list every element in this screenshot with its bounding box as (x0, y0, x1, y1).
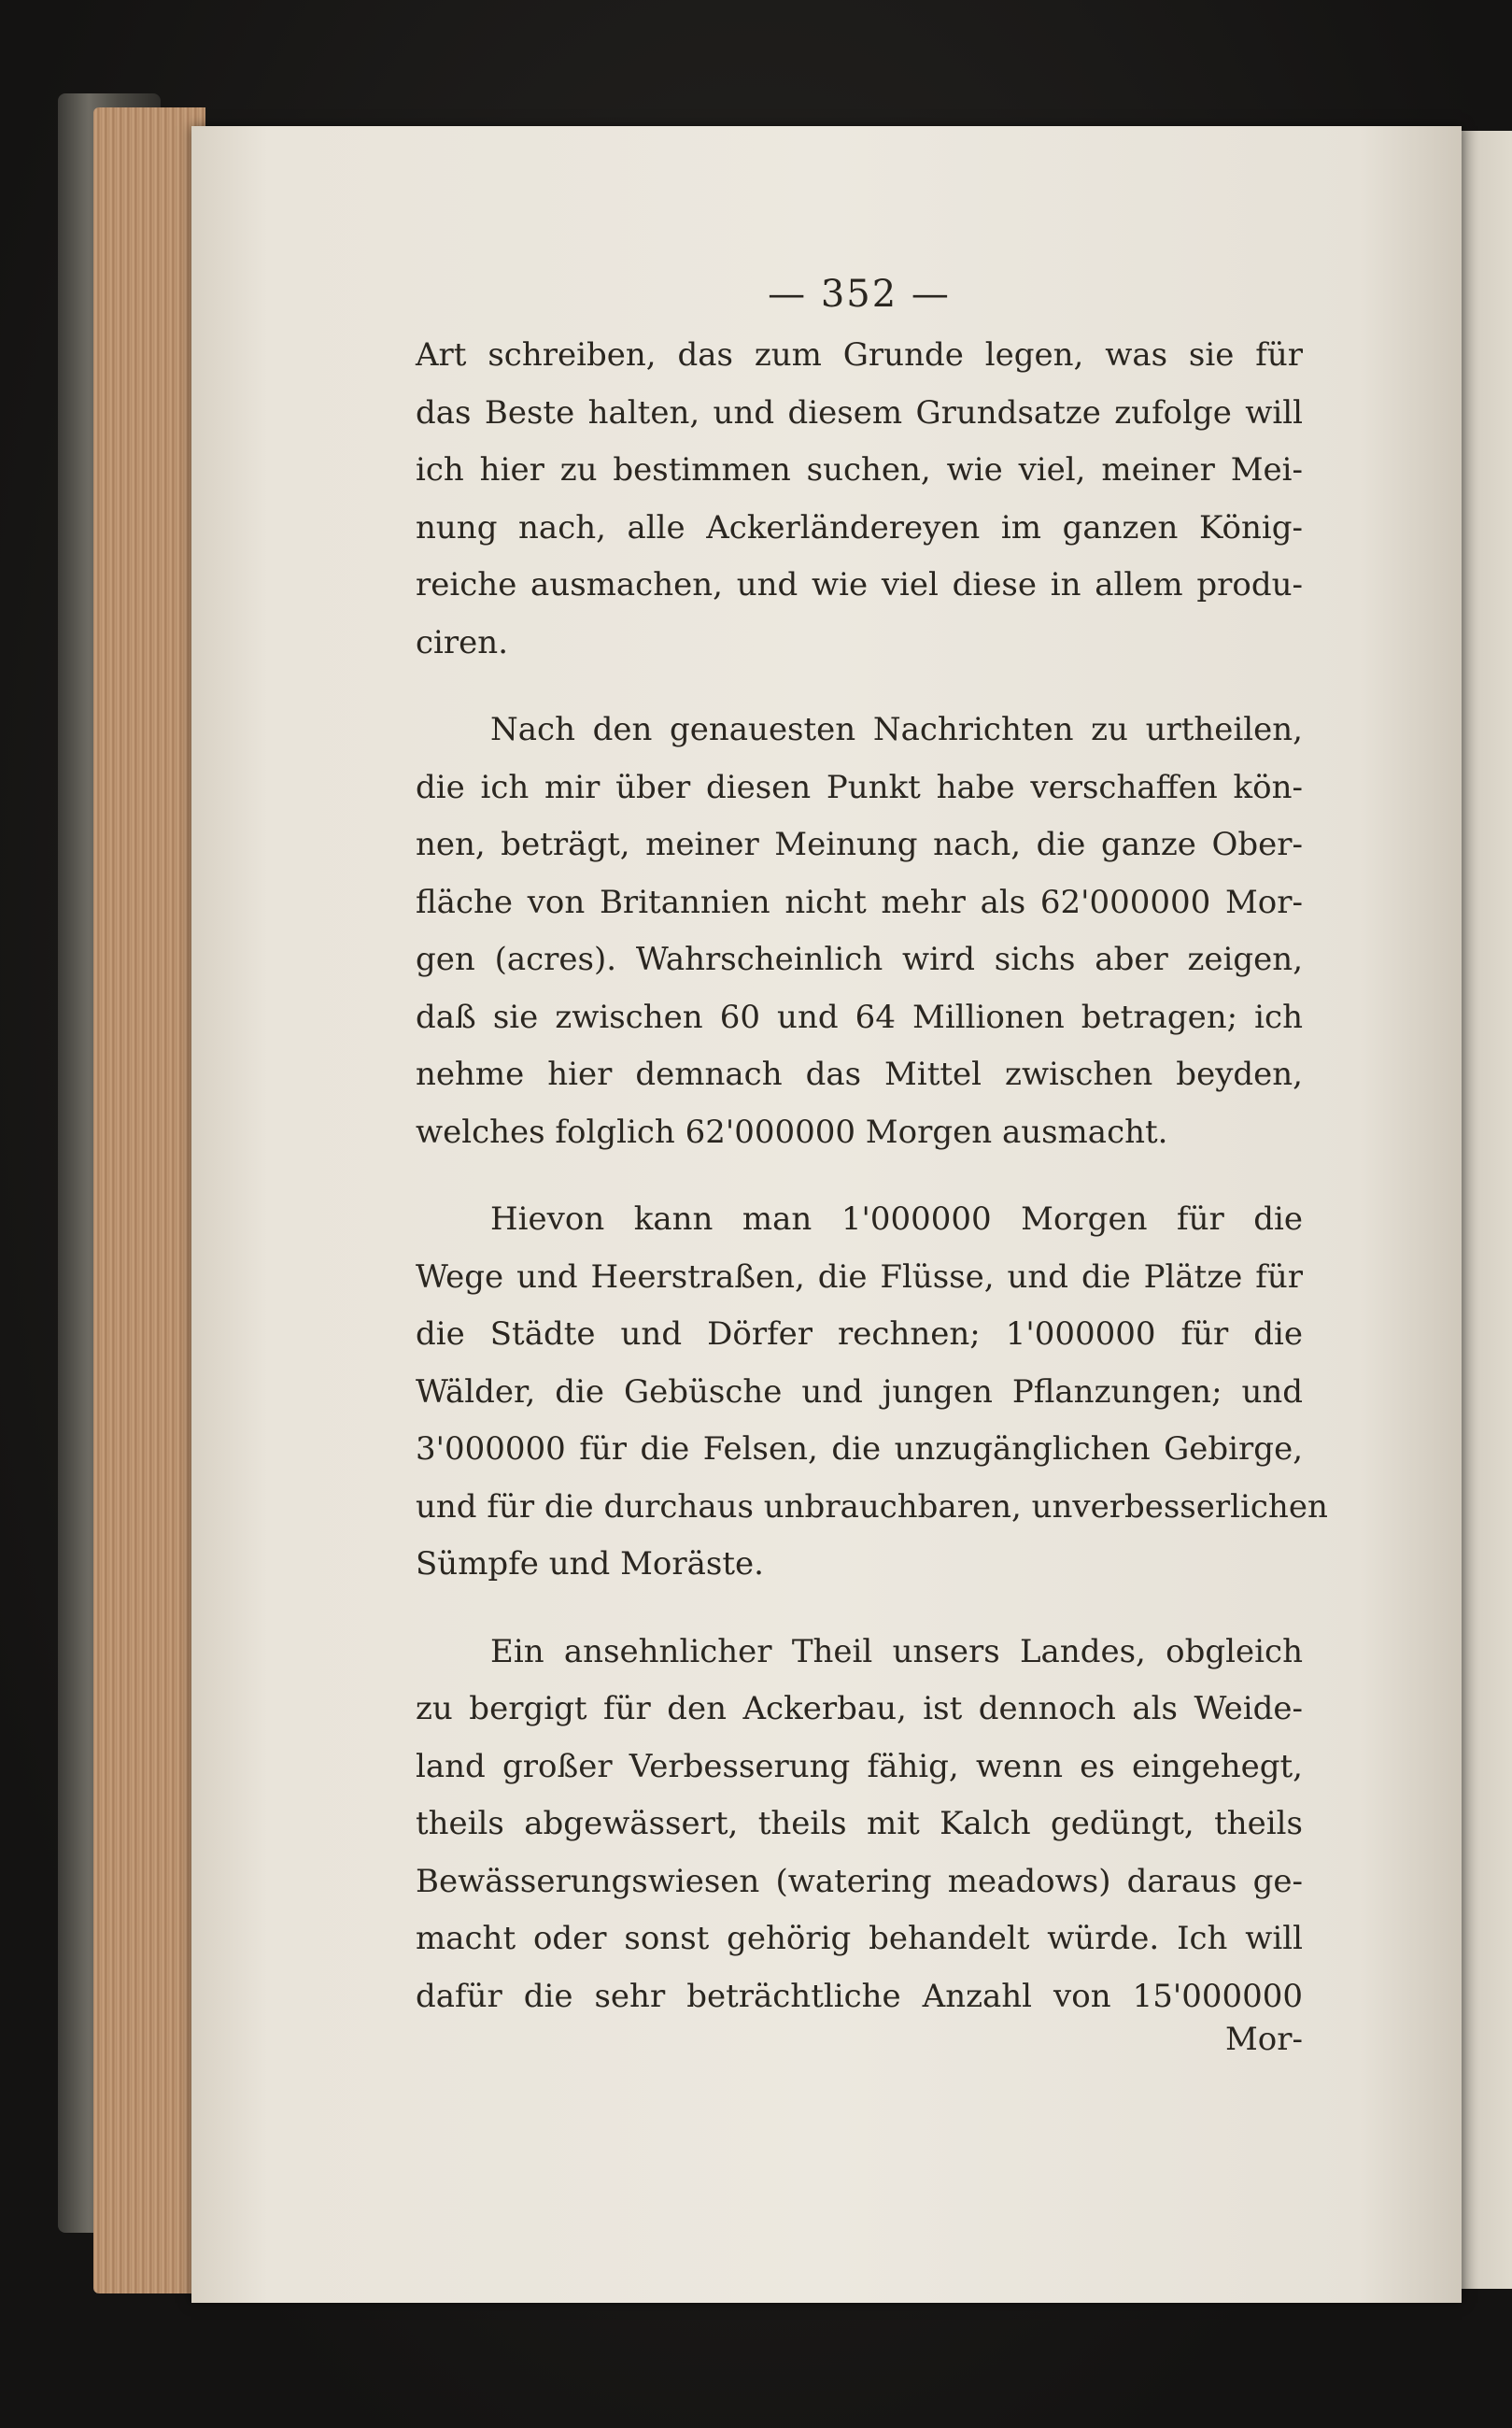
text-line: die Städte und Dörfer rechnen; 1'000000 für die (416, 1315, 1303, 1353)
text-line: dafür die sehr beträchtliche Anzahl von 15'000000 (416, 1977, 1303, 2015)
text-line: zu bergigt für den Ackerbau, ist dennoch als Weide- (416, 1690, 1303, 1727)
text-line: Wälder, die Gebüsche und jungen Pflanzungen; und (416, 1372, 1303, 1411)
text-line: fläche von Britannien nicht mehr als 62'000000 Mor- (416, 883, 1303, 921)
text-line: Ein ansehnlicher Theil unsers Landes, obgleich (490, 1632, 1303, 1670)
page-text (416, 262, 1328, 2063)
text-line: die ich mir über diesen Punkt habe verschaffen kön- (416, 768, 1303, 806)
paragraph-1 (416, 327, 1303, 672)
page-number: — 352 — (768, 273, 951, 316)
text-line: das Beste halten, und diesem Grundsatze zufolge will (416, 393, 1303, 432)
text-line: reiche ausmachen, und wie viel diese in allem produ- (416, 566, 1303, 603)
text-line: gen (acres). Wahrscheinlich wird sichs aber zeigen, (416, 941, 1303, 978)
text-line: Hievon kann man 1'000000 Morgen für die (490, 1200, 1303, 1238)
paragraph-gap (416, 1594, 1303, 1624)
text-line: land großer Verbesserung fähig, wenn es eingehegt, (416, 1747, 1303, 1785)
text-line: theils abgewässert, theils mit Kalch gedüngt, theils (416, 1805, 1303, 1842)
text-line: Nach den genauesten Nachrichten zu urtheilen, (490, 711, 1303, 748)
paragraph-gap (416, 1161, 1303, 1191)
text-line: und für die durchaus unbrauchbaren, unverbesserlichen (416, 1487, 1328, 1526)
paragraph-2 (416, 702, 1303, 1161)
text-line: ciren. (416, 623, 508, 661)
text-line: daß sie zwischen 60 und 64 Millionen betragen; ich (416, 998, 1303, 1036)
text-line: Sümpfe und Moräste. (416, 1545, 764, 1583)
paragraph-3 (416, 1191, 1328, 1594)
text-line: macht oder sonst gehörig behandelt würde. Ich will (416, 1920, 1303, 1957)
page-block-edge (93, 107, 205, 2293)
catchword: Mor- (1224, 2021, 1303, 2058)
text-line: nung nach, alle Ackerländereyen im ganzen König- (416, 508, 1303, 547)
text-line: Art schreiben, das zum Grunde legen, was sie für (416, 336, 1303, 374)
text-line: Bewässerungswiesen (watering meadows) daraus ge- (416, 1862, 1303, 1900)
text-line: 3'000000 für die Felsen, die unzugänglichen Gebirge, (416, 1430, 1303, 1468)
text-line: Wege und Heerstraßen, die Flüsse, und die Plätze für (416, 1257, 1303, 1296)
paragraph-4 (416, 1624, 1303, 2026)
text-line: ich hier zu bestimmen suchen, wie viel, meiner Mei- (416, 451, 1303, 489)
text-line: nehme hier demnach das Mittel zwischen beyden, (416, 1056, 1303, 1093)
paragraph-gap (416, 672, 1303, 702)
text-line: nen, beträgt, meiner Meinung nach, die ganze Ober- (416, 826, 1303, 863)
text-line: welches folglich 62'000000 Morgen ausmacht. (416, 1113, 1168, 1151)
